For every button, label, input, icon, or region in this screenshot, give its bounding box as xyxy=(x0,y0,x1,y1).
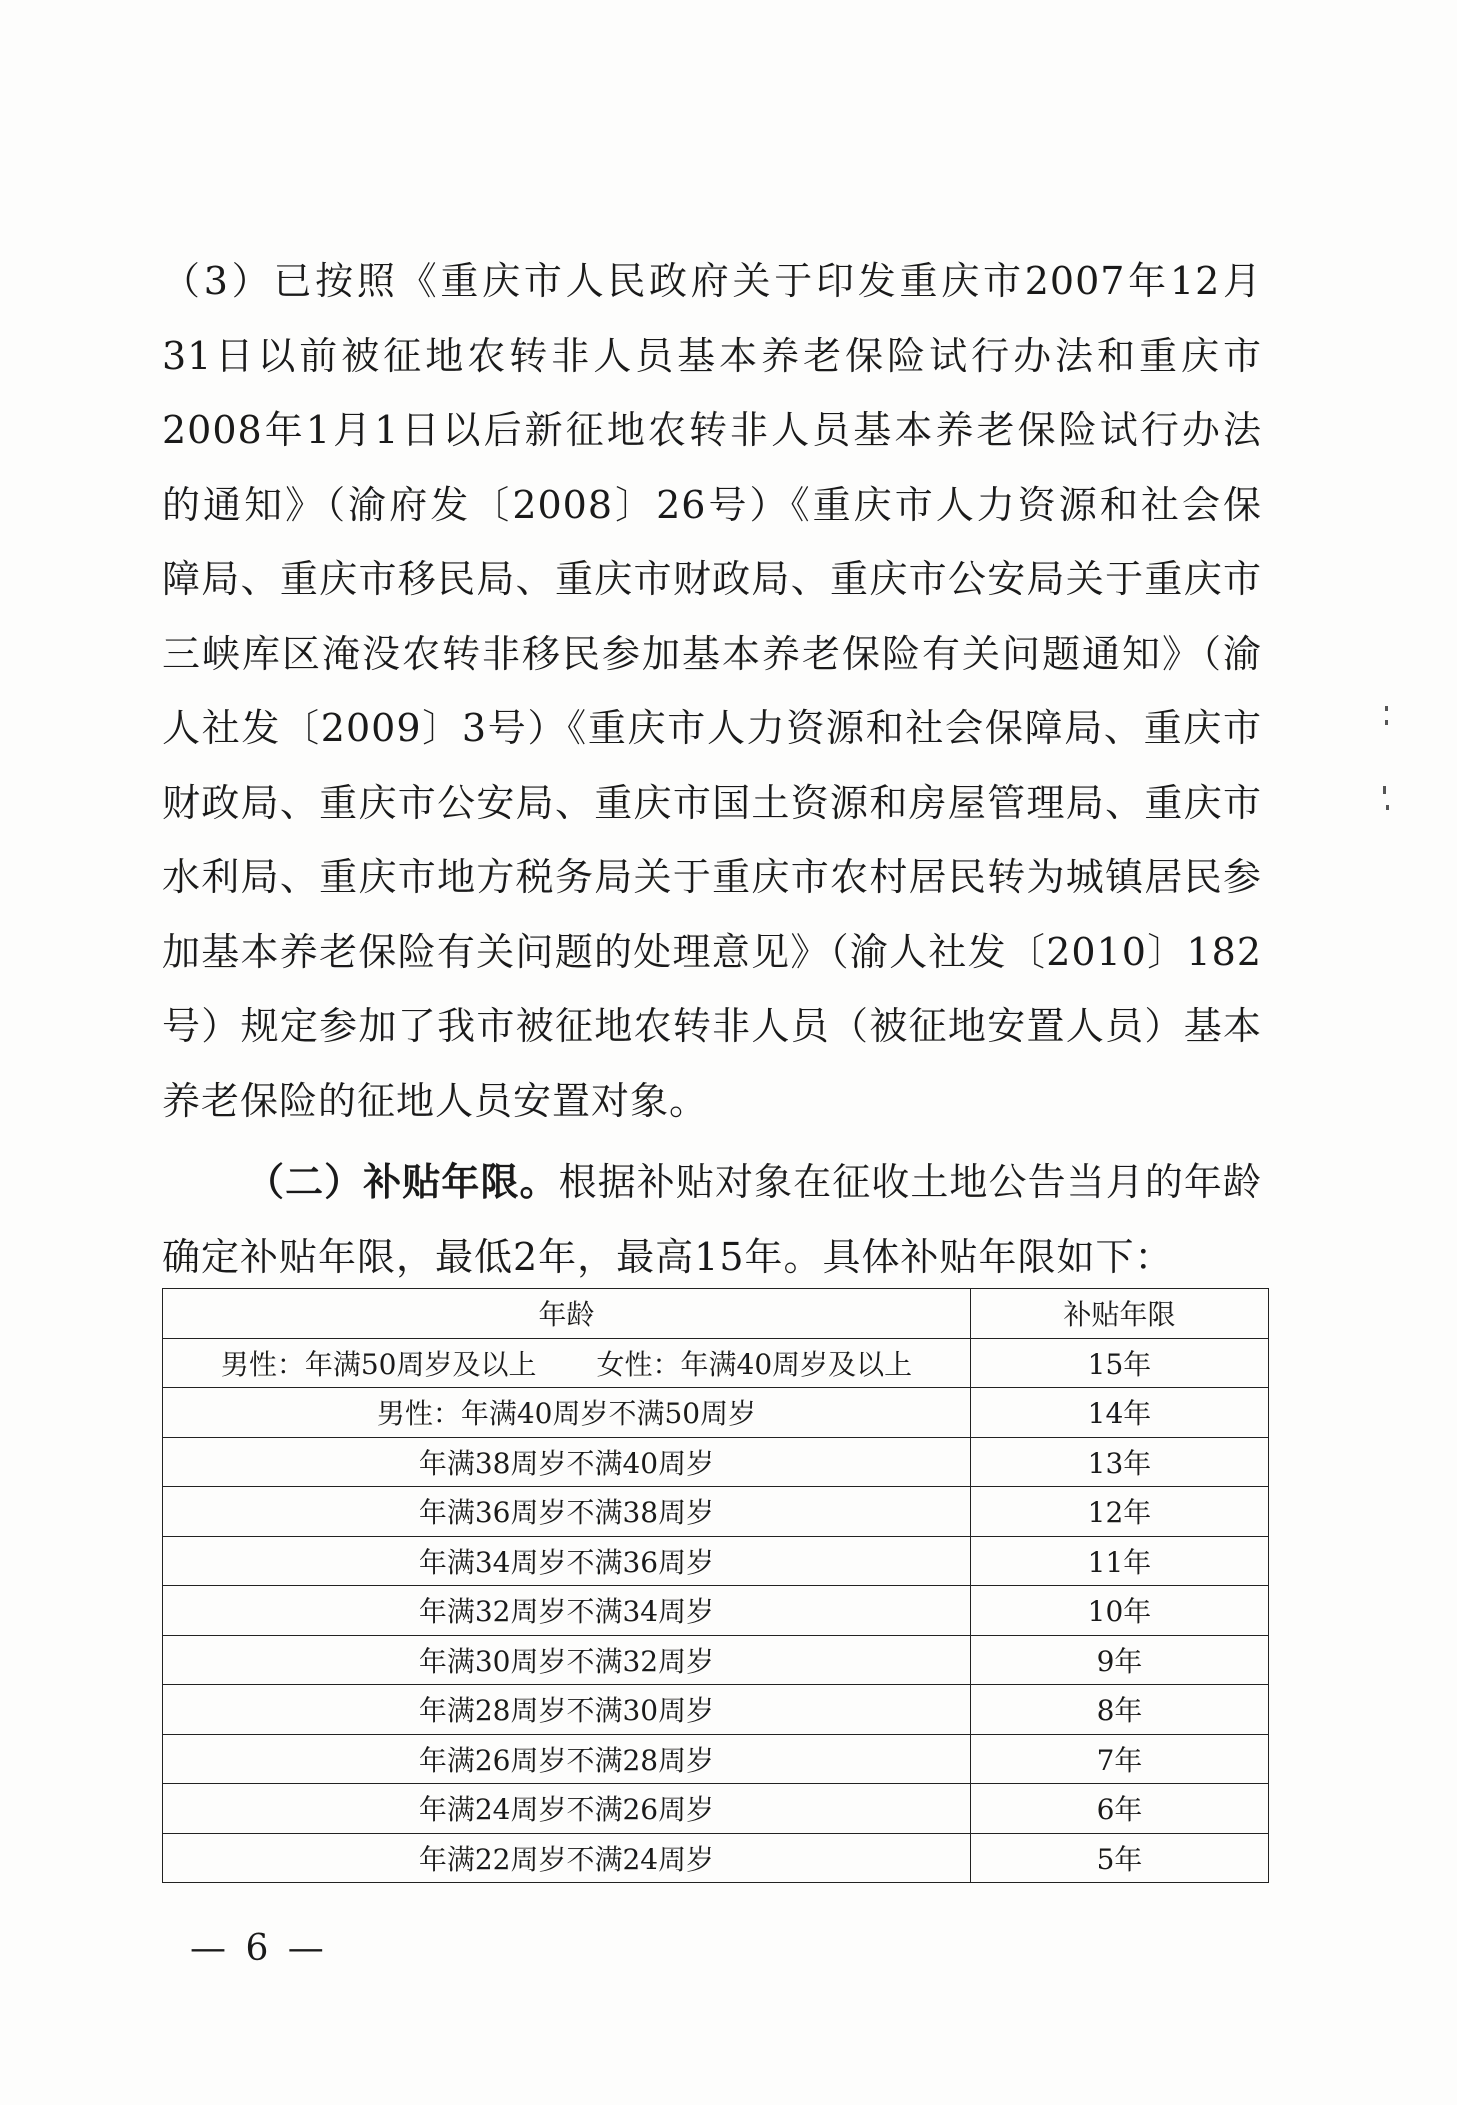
paragraph-line: 财政局、重庆市公安局、重庆市国土资源和房屋管理局、重庆市 xyxy=(162,780,1262,825)
age-cell: 年满26周岁不满28周岁 xyxy=(163,1734,971,1784)
table-row xyxy=(163,1437,1269,1487)
years-cell: 13年 xyxy=(971,1437,1269,1487)
table-row xyxy=(163,1734,1269,1784)
paragraph-line: 人社发〔2009〕3号）《重庆市人力资源和社会保障局、重庆市 xyxy=(162,706,1262,750)
years-cell: 8年 xyxy=(971,1685,1269,1735)
table-row xyxy=(163,1388,1269,1438)
table-row xyxy=(163,1635,1269,1685)
age-cell: 年满24周岁不满26周岁 xyxy=(163,1784,971,1834)
years-cell: 15年 xyxy=(971,1338,1269,1388)
age-cell: 年满22周岁不满24周岁 xyxy=(163,1833,971,1883)
years-cell: 11年 xyxy=(971,1536,1269,1586)
scan-artifact-mark xyxy=(1383,786,1386,794)
table-row xyxy=(163,1685,1269,1735)
scan-artifact-mark xyxy=(1386,805,1389,810)
age-cell xyxy=(163,1338,971,1388)
paragraph-eligibility-item-3 xyxy=(162,244,1262,1138)
column-header-age: 年龄 xyxy=(163,1289,971,1339)
paragraph-line: 的通知》（渝府发〔2008〕26号）《重庆市人力资源和社会保 xyxy=(162,482,1262,527)
years-cell: 6年 xyxy=(971,1784,1269,1834)
table-row xyxy=(163,1586,1269,1636)
page-number: — 6 — xyxy=(190,1928,328,1969)
paragraph-line: 加基本养老保险有关问题的处理意见》（渝人社发〔2010〕182 xyxy=(162,929,1262,974)
paragraph-line: 三峡库区淹没农转非移民参加基本养老保险有关问题通知》（渝 xyxy=(162,631,1262,676)
female-age-text: 女性：年满40周岁及以上 xyxy=(596,1347,913,1381)
years-cell: 14年 xyxy=(971,1388,1269,1438)
column-header-years: 补贴年限 xyxy=(971,1289,1269,1339)
age-cell: 年满32周岁不满34周岁 xyxy=(163,1586,971,1636)
table-row xyxy=(163,1784,1269,1834)
age-cell: 年满34周岁不满36周岁 xyxy=(163,1536,971,1586)
paragraph-line: 号）规定参加了我市被征地农转非人员（被征地安置人员）基本 xyxy=(162,1004,1262,1048)
age-cell: 男性：年满40周岁不满50周岁 xyxy=(163,1388,971,1438)
table-header-row xyxy=(163,1289,1269,1339)
years-cell: 9年 xyxy=(971,1635,1269,1685)
paragraph-line: 31日以前被征地农转非人员基本养老保险试行办法和重庆市 xyxy=(162,333,1262,378)
male-age-text: 男性：年满50周岁及以上 xyxy=(220,1347,537,1381)
age-cell: 年满30周岁不满32周岁 xyxy=(163,1635,971,1685)
years-cell: 7年 xyxy=(971,1734,1269,1784)
paragraph-line xyxy=(162,1145,1262,1220)
paragraph-line: 2008年1月1日以后新征地农转非人员基本养老保险试行办法 xyxy=(162,408,1262,452)
table-row xyxy=(163,1338,1269,1388)
table-row xyxy=(163,1487,1269,1537)
years-cell: 12年 xyxy=(971,1487,1269,1537)
paragraph-line: 确定补贴年限，最低2年，最高15年。具体补贴年限如下： xyxy=(162,1234,1174,1279)
age-cell: 年满36周岁不满38周岁 xyxy=(163,1487,971,1537)
scan-artifact-mark xyxy=(1385,720,1388,725)
paragraph-line: 水利局、重庆市地方税务局关于重庆市农村居民转为城镇居民参 xyxy=(162,855,1262,899)
paragraph-text: 根据补贴对象在征收土地公告当月的年龄 xyxy=(558,1160,1262,1204)
years-cell: 5年 xyxy=(971,1833,1269,1883)
paragraph-line: 障局、重庆市移民局、重庆市财政局、重庆市公安局关于重庆市 xyxy=(162,557,1262,601)
table-row xyxy=(163,1536,1269,1586)
paragraph-subsidy-years xyxy=(162,1145,1262,1294)
subsidy-years-table xyxy=(162,1288,1269,1883)
age-cell: 年满28周岁不满30周岁 xyxy=(163,1685,971,1735)
paragraph-line: 养老保险的征地人员安置对象。 xyxy=(162,1078,709,1123)
paragraph-line: （3）已按照《重庆市人民政府关于印发重庆市2007年12月 xyxy=(162,259,1262,303)
section-heading: （二）补贴年限。 xyxy=(246,1159,559,1204)
years-cell: 10年 xyxy=(971,1586,1269,1636)
age-cell: 年满38周岁不满40周岁 xyxy=(163,1437,971,1487)
table-row xyxy=(163,1833,1269,1883)
scan-artifact-mark xyxy=(1385,706,1388,711)
